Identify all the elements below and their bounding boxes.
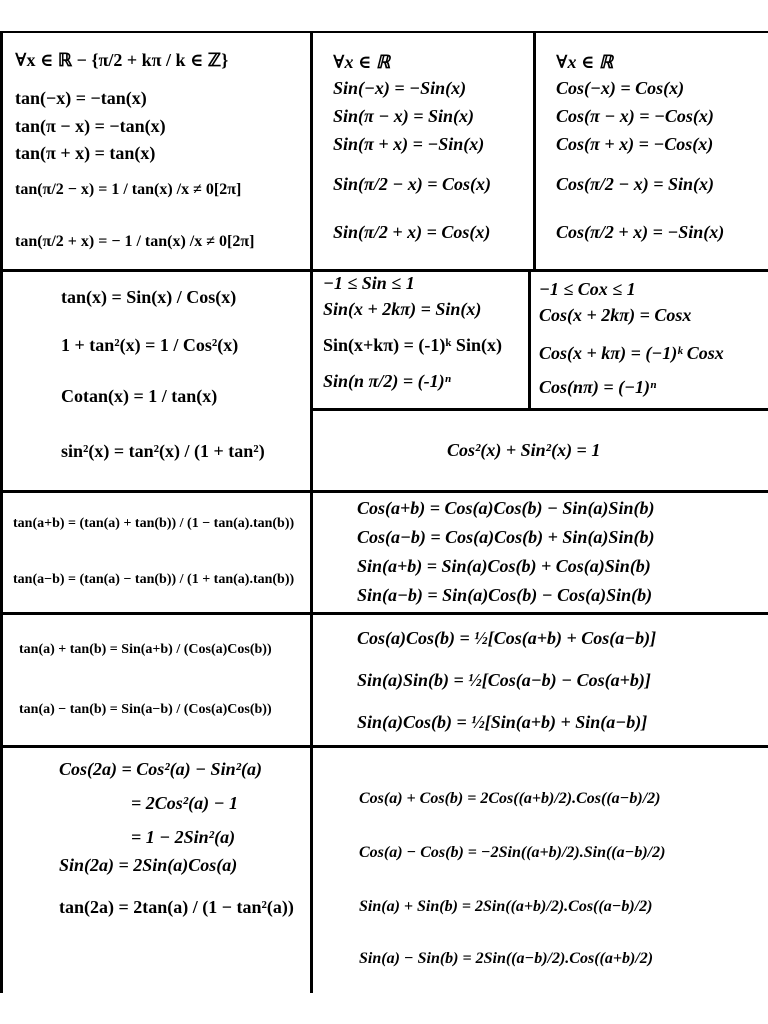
formula-tan-plus-tan: tan(a) + tan(b) = Sin(a+b) / (Cos(a)Cos(b)) (19, 642, 272, 657)
formula-cos-cos: Cos(a)Cos(b) = ½[Cos(a+b) + Cos(a−b)] (357, 628, 657, 648)
formula-cos-diff: Cos(a−b) = Cos(a)Cos(b) + Sin(a)Sin(b) (357, 527, 655, 547)
formula-cos-bounds: −1 ≤ Cox ≤ 1 (539, 279, 636, 299)
formula-cos-pi-minus: Cos(π − x) = −Cos(x) (556, 106, 714, 126)
formula-tan-diff: tan(a−b) = (tan(a) − tan(b)) / (1 + tan(a).tan(b)) (13, 572, 295, 587)
formula-tan-pi-minus: tan(π − x) = −tan(x) (15, 116, 166, 136)
formula-sin-neg: Sin(−x) = −Sin(x) (333, 78, 467, 98)
formula-cos-plus-cos: Cos(a) + Cos(b) = 2Cos((a+b)/2).Cos((a−b)/2) (359, 790, 661, 807)
formula-cos-kpi: Cos(x + kπ) = (−1)ᵏ Cosx (539, 343, 724, 363)
cell-sin-symmetries (313, 33, 533, 269)
cell-tan-definitions (3, 272, 310, 490)
formula-tan-minus-tan: tan(a) − tan(b) = Sin(a−b) / (Cos(a)Cos(b)) (19, 702, 272, 717)
cell-sin-periodicity (313, 272, 528, 408)
cell-pythagorean-identity (313, 411, 768, 490)
formula-tan-half-pi-plus: tan(π/2 + x) = − 1 / tan(x) /x ≠ 0[2π] (15, 233, 255, 250)
formula-sin-half-pi-plus: Sin(π/2 + x) = Cos(x) (333, 222, 491, 242)
formula-sin-pi-plus: Sin(π + x) = −Sin(x) (333, 134, 485, 154)
cell-product-to-sum (313, 615, 768, 745)
formula-sin-bounds: −1 ≤ Sin ≤ 1 (323, 273, 415, 293)
formula-sin-pi-minus: Sin(π − x) = Sin(x) (333, 106, 475, 126)
formula-sin-plus-sin: Sin(a) + Sin(b) = 2Sin((a+b)/2).Cos((a−b)/2) (359, 898, 653, 915)
formula-sin-domain: ∀x ∈ ℝ (333, 52, 391, 72)
cell-tan-sum-to-product (3, 615, 310, 745)
formula-cos-pi-plus: Cos(π + x) = −Cos(x) (556, 134, 714, 154)
formula-cos-2kpi: Cos(x + 2kπ) = Cosx (539, 305, 692, 325)
formula-one-plus-tan-sq: 1 + tan²(x) = 1 / Cos²(x) (61, 335, 239, 355)
cell-cos-periodicity (531, 272, 768, 408)
cell-sin-cos-addition (313, 493, 768, 612)
formula-tan-sum: tan(a+b) = (tan(a) + tan(b)) / (1 − tan(a).tan(b)) (13, 516, 295, 531)
formula-sin-2kpi: Sin(x + 2kπ) = Sin(x) (323, 299, 482, 319)
formula-sin-n-half-pi: Sin(n π/2) = (-1)ⁿ (323, 371, 451, 391)
formula-cotan: Cotan(x) = 1 / tan(x) (61, 386, 218, 406)
formula-cos-sum: Cos(a+b) = Cos(a)Cos(b) − Sin(a)Sin(b) (357, 498, 655, 518)
formula-sin-kpi: Sin(x+kπ) = (-1)ᵏ Sin(x) (323, 335, 502, 355)
formula-cos-minus-cos: Cos(a) − Cos(b) = −2Sin((a+b)/2).Sin((a−b)/2) (359, 844, 666, 861)
cell-tan-addition (3, 493, 310, 612)
formula-sin-sin: Sin(a)Sin(b) = ½[Cos(a−b) − Cos(a+b)] (357, 670, 651, 690)
formula-cos-domain: ∀x ∈ ℝ (556, 52, 614, 72)
cell-cos-symmetries (536, 33, 768, 269)
formula-cos-half-pi-plus: Cos(π/2 + x) = −Sin(x) (556, 222, 725, 242)
formula-cos-neg: Cos(−x) = Cos(x) (556, 78, 685, 98)
formula-tan-neg: tan(−x) = −tan(x) (15, 88, 147, 108)
formula-cos-npi: Cos(nπ) = (−1)ⁿ (539, 377, 657, 397)
formula-cos-2a-alt2: = 1 − 2Sin²(a) (131, 827, 236, 847)
formula-cos-2a: Cos(2a) = Cos²(a) − Sin²(a) (59, 759, 262, 779)
formula-cos-2a-alt1: = 2Cos²(a) − 1 (131, 793, 239, 813)
formula-sin-sum: Sin(a+b) = Sin(a)Cos(b) + Cos(a)Sin(b) (357, 556, 651, 576)
cell-tan-symmetries (3, 33, 310, 269)
formula-pythagorean: Cos²(x) + Sin²(x) = 1 (447, 440, 601, 460)
formula-cos-half-pi-minus: Cos(π/2 − x) = Sin(x) (556, 174, 715, 194)
formula-tan-def: tan(x) = Sin(x) / Cos(x) (61, 287, 237, 307)
formula-sin-2a: Sin(2a) = 2Sin(a)Cos(a) (59, 855, 238, 875)
formula-tan-domain: ∀x ∈ ℝ − {π/2 + kπ / k ∈ ℤ} (15, 50, 229, 70)
formula-sin-half-pi-minus: Sin(π/2 − x) = Cos(x) (333, 174, 492, 194)
formula-sin-sq: sin²(x) = tan²(x) / (1 + tan²) (61, 441, 265, 461)
formula-tan-pi-plus: tan(π + x) = tan(x) (15, 143, 156, 163)
formula-tan-half-pi-minus: tan(π/2 − x) = 1 / tan(x) /x ≠ 0[2π] (15, 181, 242, 198)
formula-table (0, 33, 768, 993)
cell-sum-to-product (313, 748, 768, 993)
formula-sin-diff: Sin(a−b) = Sin(a)Cos(b) − Cos(a)Sin(b) (357, 585, 653, 605)
formula-tan-2a: tan(2a) = 2tan(a) / (1 − tan²(a)) (59, 897, 294, 917)
formula-sin-minus-sin: Sin(a) − Sin(b) = 2Sin((a−b)/2).Cos((a+b)/2) (359, 950, 654, 967)
formula-sin-cos: Sin(a)Cos(b) = ½[Sin(a+b) + Sin(a−b)] (357, 712, 648, 732)
cell-double-angle (3, 748, 310, 993)
